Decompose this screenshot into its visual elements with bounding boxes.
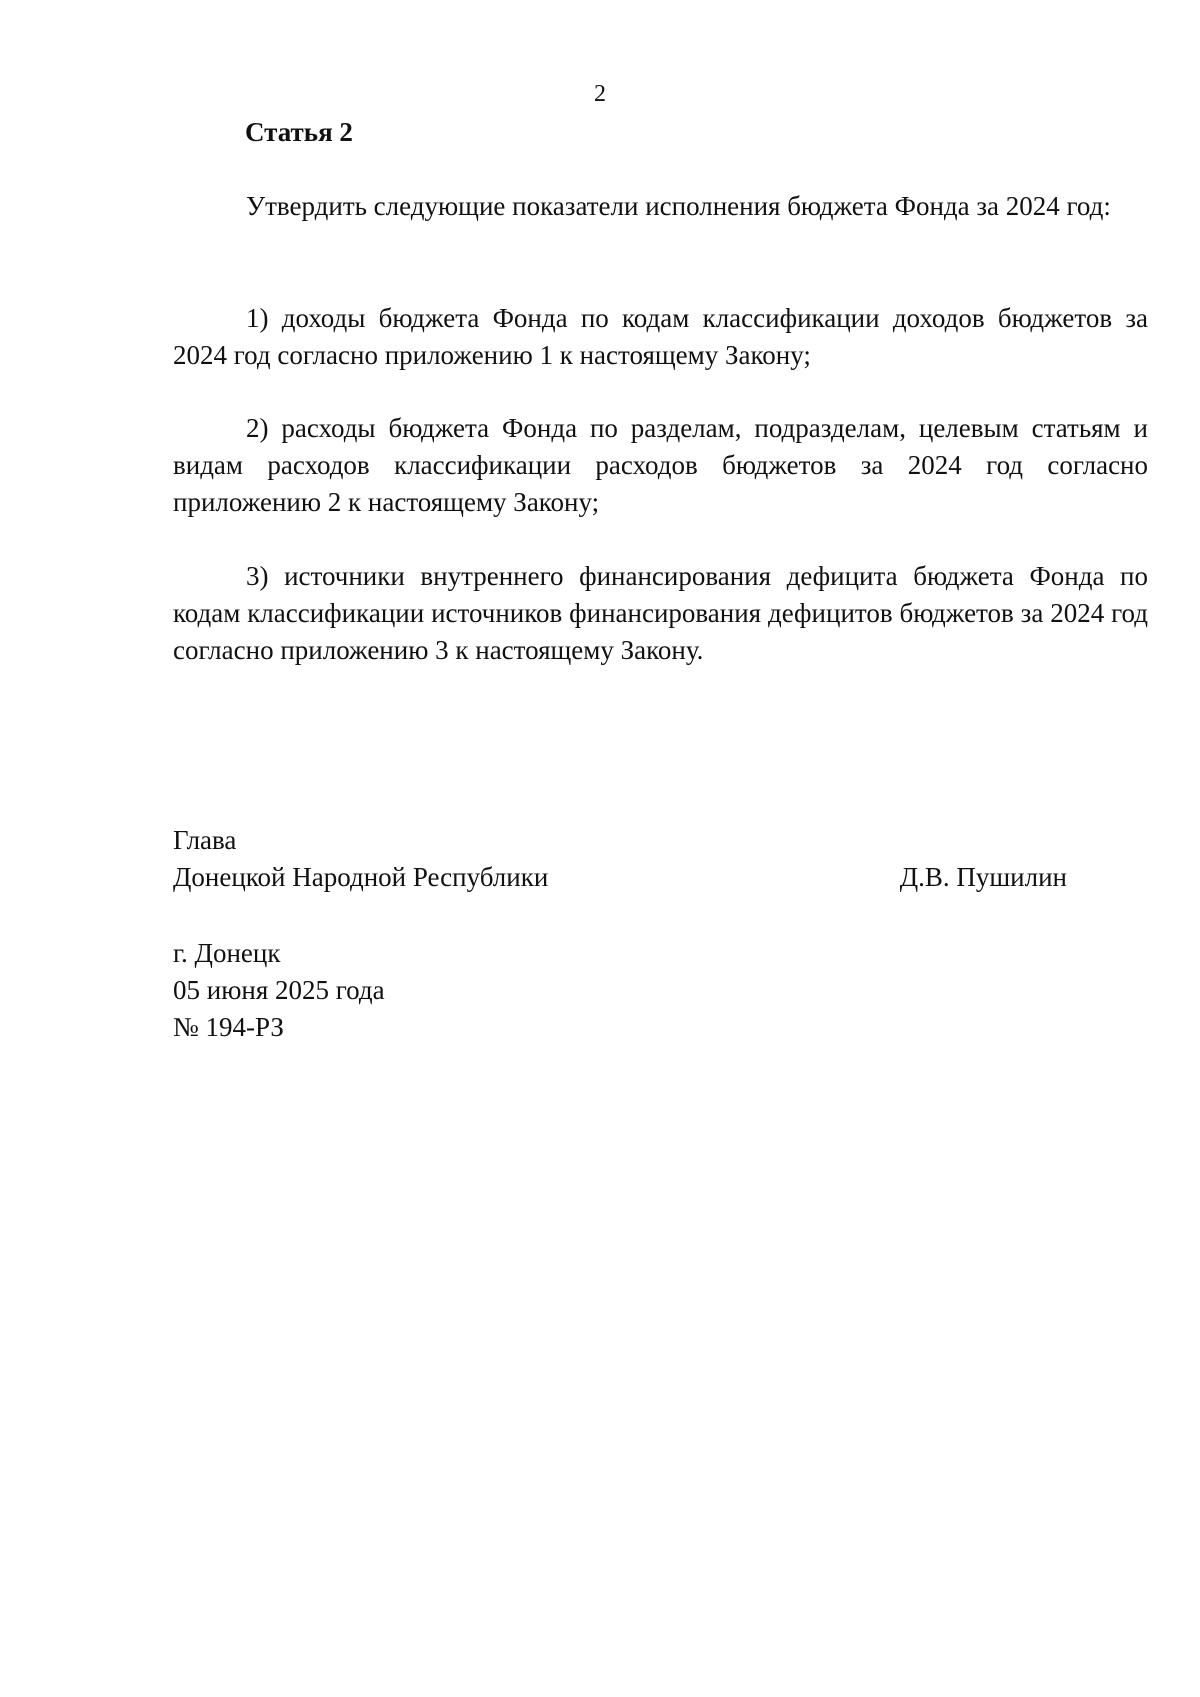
- article-item-2: 2) расходы бюджета Фонда по разделам, подразделам, целевым статьям и видам расходов классификации расходов бюджетов за 2024 год согласно приложению 2 к настоящему Закону;: [173, 413, 1148, 517]
- page-number: 2: [594, 81, 606, 107]
- signatory-line: [173, 859, 1073, 896]
- place-city: г. Донецк: [173, 938, 281, 968]
- signatory-name: Д.В. Пушилин: [899, 862, 1067, 892]
- article-item-3: 3) источники внутреннего финансирования дефицита бюджета Фонда по кодам классификации источников финансирования дефицитов бюджетов за 2024 год согласно приложению 3 к настоящему Закону.: [173, 561, 1148, 665]
- article-item-1: 1) доходы бюджета Фонда по кодам классификации доходов бюджетов за 2024 год согласно приложению 1 к настоящему Закону;: [173, 303, 1148, 370]
- article-heading: Статья 2: [245, 117, 353, 147]
- signatory-title-line-2: Донецкой Народной Республики: [173, 862, 549, 892]
- document-number: № 194-РЗ: [173, 1012, 284, 1042]
- article-intro: Утвердить следующие показатели исполнения бюджета Фонда за 2024 год:: [246, 191, 1111, 221]
- signatory-title-line-1: Глава: [173, 825, 237, 855]
- signature-block: [173, 822, 1073, 896]
- place-date-block: [173, 935, 385, 1046]
- document-date: 05 июня 2025 года: [173, 975, 385, 1005]
